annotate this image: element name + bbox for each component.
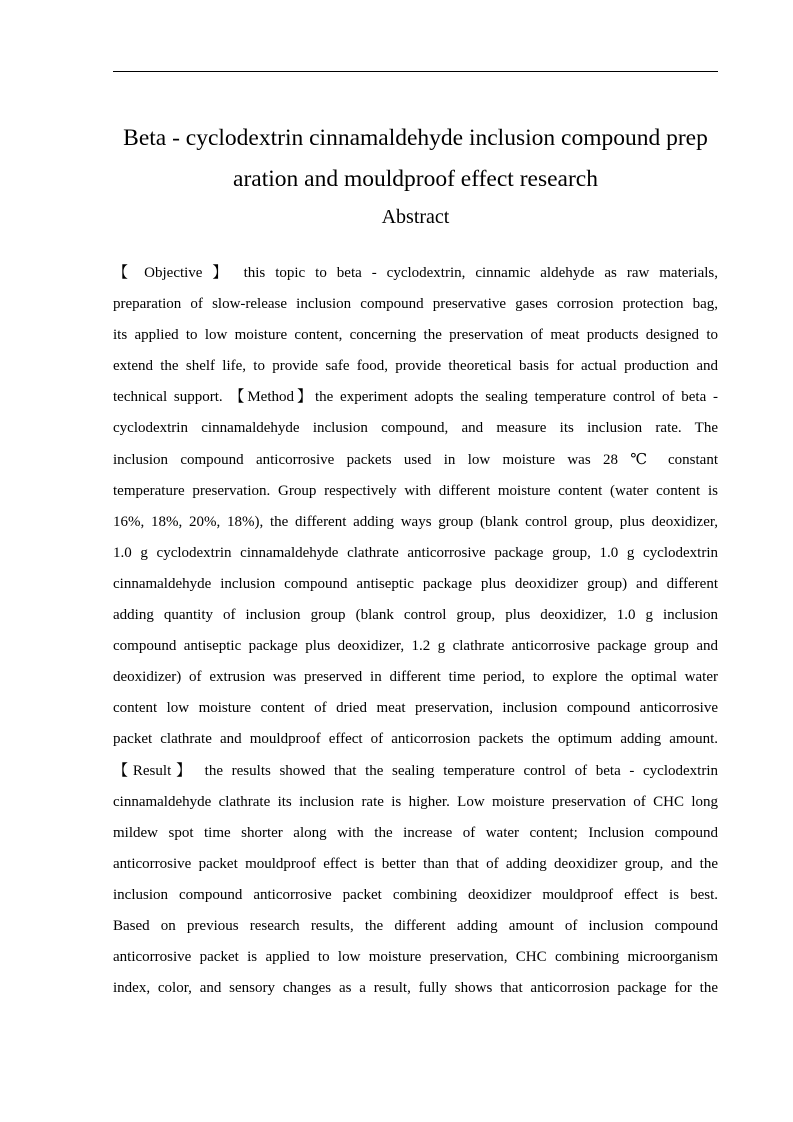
body-line-4: extend the shelf life, to provide safe food, provide theoretical basis for actual production and: [113, 358, 718, 375]
body-line-22: Based on previous research results, the different adding amount of inclusion compound: [113, 917, 718, 934]
title-line-1: Beta - cyclodextrin cinnamaldehyde inclusion compound prep: [123, 125, 708, 151]
body-line-14: deoxidizer) of extrusion was preserved in different time period, to explore the optimal water: [113, 669, 718, 686]
body-line-9: 16%, 18%, 20%, 18%), the different adding ways group (blank control group, plus deoxidizer,: [113, 513, 718, 530]
header-rule: [113, 71, 718, 72]
body-line-18: cinnamaldehyde clathrate its inclusion rate is higher. Low moisture preservation of CHC long: [113, 793, 718, 810]
abstract-heading: Abstract: [381, 206, 450, 228]
body-line-20: anticorrosive packet mouldproof effect is better than that of adding deoxidizer group, and the: [113, 855, 718, 872]
title-line-2: aration and mouldproof effect research: [233, 166, 598, 192]
body-line-1: 【 Objective 】 this topic to beta - cyclodextrin, cinnamic aldehyde as raw materials,: [113, 265, 718, 281]
body-line-15: content low moisture content of dried meat preservation, inclusion compound anticorrosive: [113, 700, 718, 717]
body-line-6: cyclodextrin cinnamaldehyde inclusion compound, and measure its inclusion rate. The: [113, 420, 718, 437]
abstract-body: [113, 258, 718, 1004]
body-line-2: preparation of slow-release inclusion compound preservative gases corrosion protection bag,: [113, 296, 718, 313]
body-line-13: compound antiseptic package plus deoxidizer, 1.2 g clathrate anticorrosive package group and: [113, 638, 718, 655]
body-line-17: 【Result】 the results showed that the sealing temperature control of beta - cyclodextrin: [113, 762, 718, 779]
body-line-3: its applied to low moisture content, concerning the preservation of meat products designed to: [113, 327, 718, 344]
body-line-23: anticorrosive packet is applied to low moisture preservation, CHC combining microorganism: [113, 949, 718, 966]
body-line-8: temperature preservation. Group respectively with different moisture content (water content is: [113, 482, 718, 499]
body-line-12: adding quantity of inclusion group (blank control group, plus deoxidizer, 1.0 g inclusion: [113, 607, 718, 624]
body-line-7: inclusion compound anticorrosive packets used in low moisture was 28 ℃ constant: [113, 451, 718, 468]
document-title: [110, 118, 721, 200]
body-line-24: index, color, and sensory changes as a result, fully shows that anticorrosion package for the: [113, 980, 718, 997]
body-line-21: inclusion compound anticorrosive packet combining deoxidizer mouldproof effect is best.: [113, 886, 718, 903]
body-line-5: technical support. 【Method】the experiment adopts the sealing temperature control of beta -: [113, 389, 718, 406]
body-line-10: 1.0 g cyclodextrin cinnamaldehyde clathrate anticorrosive package group, 1.0 g cyclodextrin: [113, 544, 718, 561]
body-line-19: mildew spot time shorter along with the increase of water content; Inclusion compound: [113, 824, 718, 841]
body-line-16: packet clathrate and mouldproof effect of anticorrosion packets the optimum adding amount.: [113, 731, 718, 748]
body-line-11: cinnamaldehyde inclusion compound antiseptic package plus deoxidizer group) and different: [113, 575, 718, 592]
